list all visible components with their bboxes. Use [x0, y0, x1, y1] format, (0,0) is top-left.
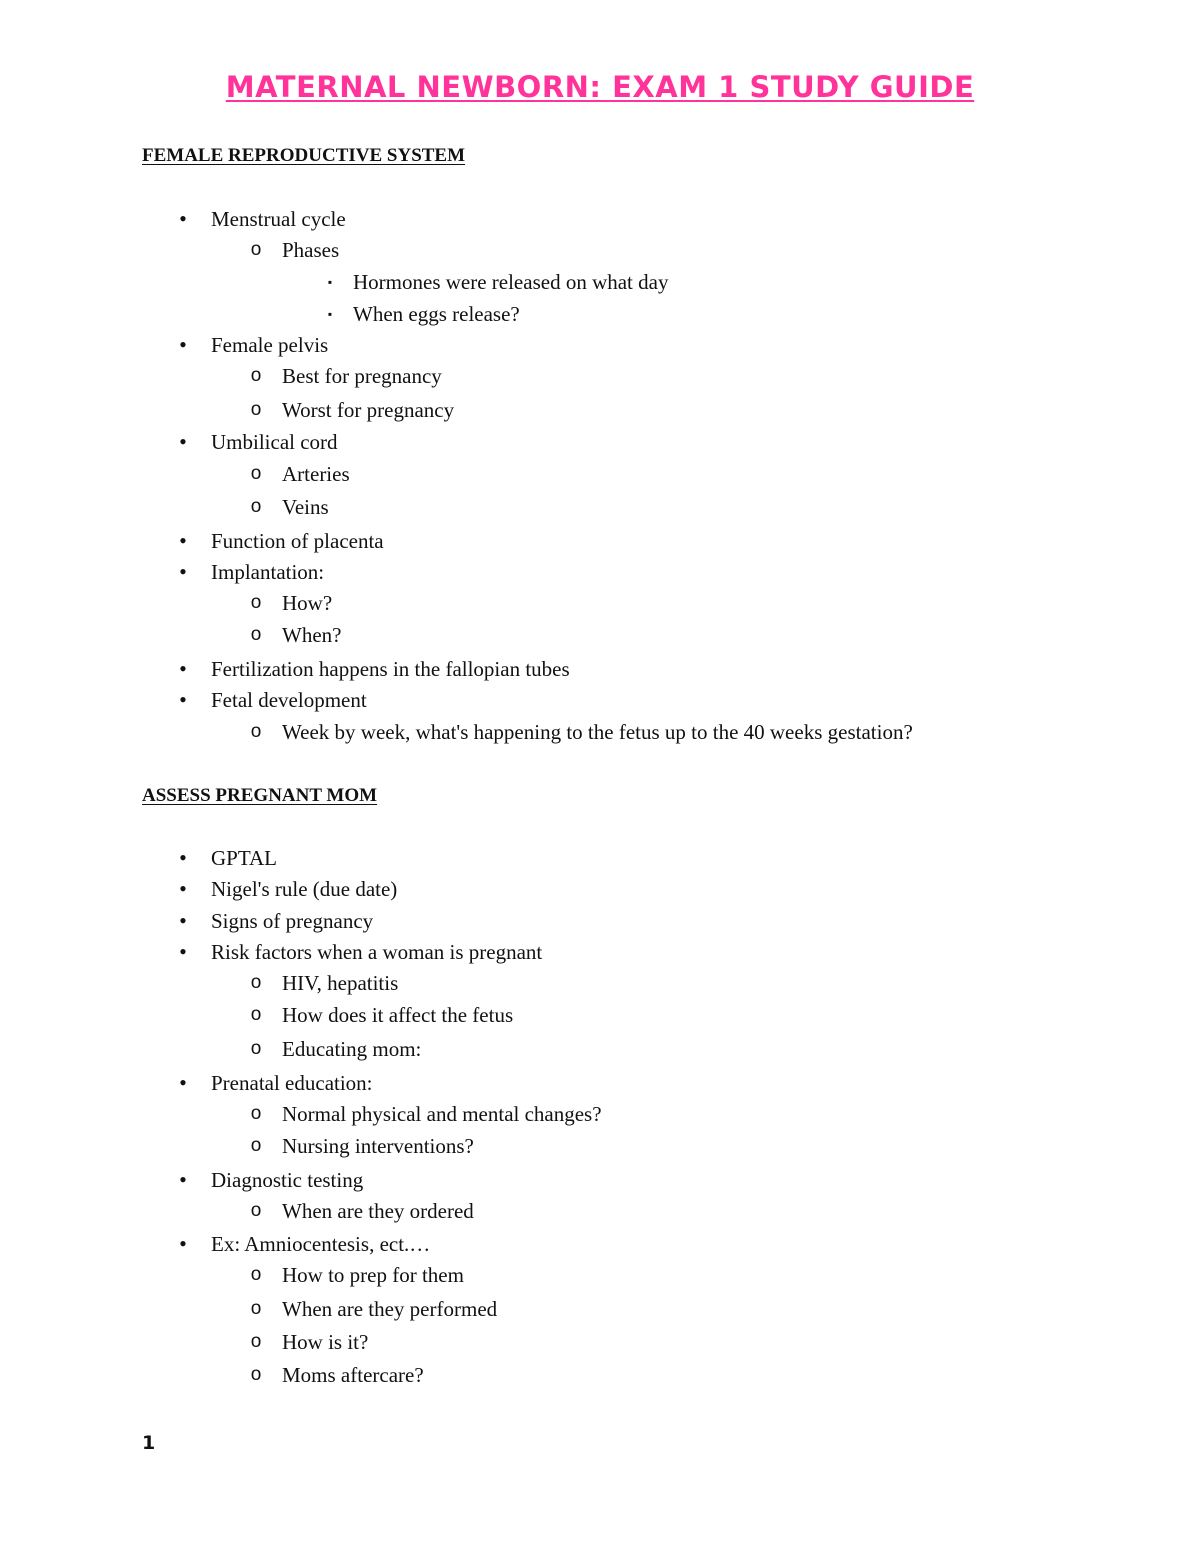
bullet-marker: o [250, 624, 262, 645]
bullet-marker: • [179, 1167, 187, 1192]
section-heading-assess-pregnant-mom: ASSESS PREGNANT MOM [142, 785, 378, 806]
bullet-marker: o [250, 1038, 262, 1059]
bullet-marker: • [179, 206, 187, 231]
bullet-marker: • [179, 656, 187, 681]
list-item: o How does it affect the fetus [282, 1003, 513, 1027]
bullet-marker: o [250, 1264, 262, 1285]
list-item: o Phases [282, 238, 339, 262]
list-item: • Umbilical cord [211, 430, 338, 454]
list-item: • Female pelvis [211, 333, 328, 357]
list-item: • Ex: Amniocentesis, ect.… [211, 1232, 430, 1256]
bullet-marker: • [179, 332, 187, 357]
list-item: • Implantation: [211, 560, 324, 584]
page-number: 1 [142, 1432, 156, 1454]
bullet-marker: o [250, 721, 262, 742]
bullet-marker: o [250, 1004, 262, 1025]
list-item: • Diagnostic testing [211, 1168, 363, 1192]
list-item: o Nursing interventions? [282, 1134, 474, 1158]
document-title: MATERNAL NEWBORN: EXAM 1 STUDY GUIDE [225, 70, 975, 104]
list-item: • Prenatal education: [211, 1071, 373, 1095]
list-item: ▪ Hormones were released on what day [353, 270, 668, 294]
list-item: o How is it? [282, 1330, 368, 1354]
list-item: o Worst for pregnancy [282, 398, 454, 422]
list-item: o When? [282, 623, 341, 647]
list-item: o How? [282, 591, 332, 615]
bullet-marker: • [179, 845, 187, 870]
section-heading-female-reproductive-system: FEMALE REPRODUCTIVE SYSTEM [142, 145, 466, 166]
bullet-marker: • [179, 876, 187, 901]
bullet-marker: o [250, 1364, 262, 1385]
list-item: o How to prep for them [282, 1263, 464, 1287]
bullet-marker: o [250, 496, 262, 517]
bullet-marker: o [250, 463, 262, 484]
bullet-marker: o [250, 1331, 262, 1352]
bullet-marker: o [250, 972, 262, 993]
bullet-marker: • [179, 559, 187, 584]
bullet-marker: o [250, 1135, 262, 1156]
list-item: • Risk factors when a woman is pregnant [211, 940, 542, 964]
list-item: • Signs of pregnancy [211, 909, 373, 933]
list-item: • Function of placenta [211, 529, 384, 553]
list-item: o Normal physical and mental changes? [282, 1102, 602, 1126]
list-item: • Fertilization happens in the fallopian tubes [211, 657, 570, 681]
list-item: o Moms aftercare? [282, 1363, 424, 1387]
list-item: o Week by week, what's happening to the fetus up to the 40 weeks gestation? [282, 720, 913, 744]
list-item: • GPTAL [211, 846, 277, 870]
bullet-marker: o [250, 1200, 262, 1221]
list-item: o Arteries [282, 462, 350, 486]
bullet-marker: o [250, 1103, 262, 1124]
bullet-marker: o [250, 399, 262, 420]
bullet-marker: • [179, 528, 187, 553]
bullet-marker: • [179, 1070, 187, 1095]
list-item: • Menstrual cycle [211, 207, 346, 231]
bullet-marker: o [250, 365, 262, 386]
bullet-marker: o [250, 1298, 262, 1319]
bullet-marker: • [179, 687, 187, 712]
bullet-marker: • [179, 908, 187, 933]
list-item: o Educating mom: [282, 1037, 421, 1061]
list-item: o When are they ordered [282, 1199, 474, 1223]
bullet-marker: • [179, 429, 187, 454]
bullet-marker: ▪ [327, 275, 333, 289]
bullet-marker: • [179, 1231, 187, 1256]
list-item: o When are they performed [282, 1297, 497, 1321]
bullet-marker: o [250, 239, 262, 260]
list-item: • Nigel's rule (due date) [211, 877, 397, 901]
bullet-marker: o [250, 592, 262, 613]
list-item: o HIV, hepatitis [282, 971, 398, 995]
bullet-marker: • [179, 939, 187, 964]
list-item: o Veins [282, 495, 329, 519]
list-item: o Best for pregnancy [282, 364, 442, 388]
list-item: • Fetal development [211, 688, 367, 712]
list-item: ▪ When eggs release? [353, 302, 520, 326]
bullet-marker: ▪ [327, 307, 333, 321]
